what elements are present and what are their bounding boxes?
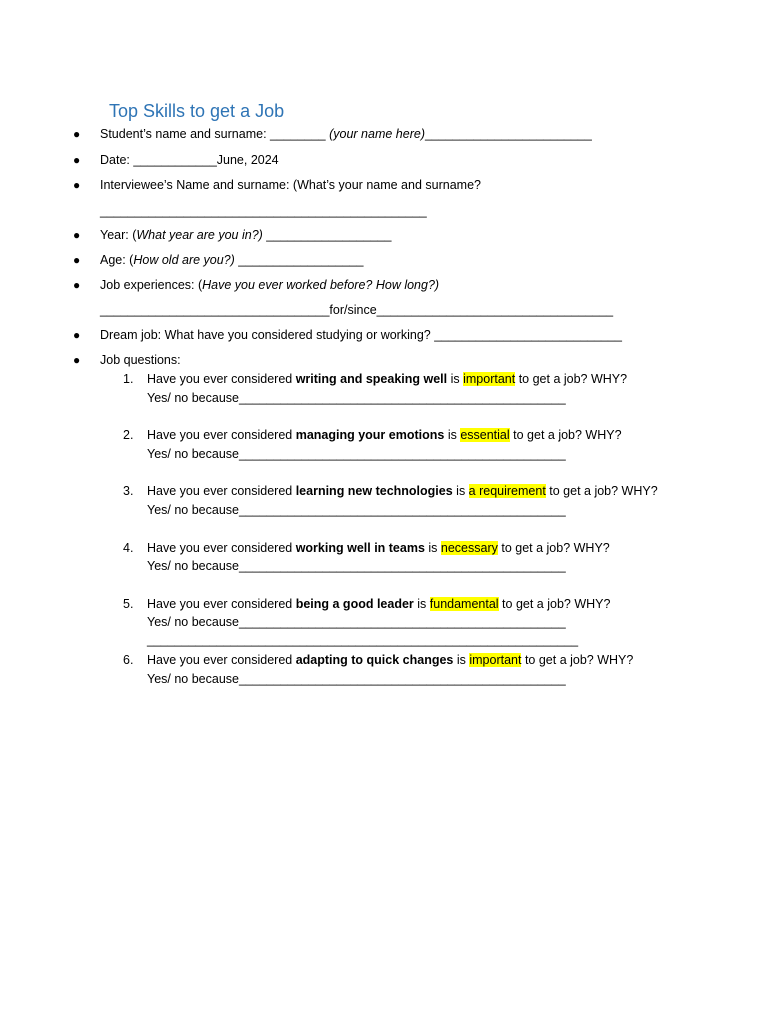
question-item	[123, 540, 610, 556]
question-skill: writing and speaking well	[295, 372, 448, 386]
age-line: __________________	[234, 253, 364, 267]
question-is: is	[413, 597, 430, 611]
answer-line: Yes/ no because_______________________________________________	[147, 503, 566, 517]
question-item	[123, 427, 622, 443]
question-highlight: important	[463, 372, 516, 386]
question-skill: being a good leader	[295, 597, 414, 611]
bullet-icon: ●	[73, 228, 81, 242]
answer-extra-line: ______________________________________________________________	[147, 633, 579, 647]
interviewee-label: Interviewee’s Name and surname: (What’s your name and surname?	[100, 178, 481, 192]
question-skill: adapting to quick changes	[295, 653, 454, 667]
question-suffix: to get a job? WHY?	[509, 428, 622, 442]
answer-line: Yes/ no because_______________________________________________	[147, 559, 566, 573]
question-highlight: a requirement	[468, 484, 546, 498]
job-exp-hint: Have you ever worked before? How long?)	[202, 278, 440, 292]
student-line: ________________________	[424, 127, 592, 141]
bullet-icon: ●	[73, 253, 81, 267]
year-hint: What year are you in?)	[136, 228, 263, 242]
bullet-icon: ●	[73, 278, 81, 292]
age-prefix: Age: (	[100, 253, 134, 267]
question-item	[123, 596, 611, 612]
question-suffix: to get a job? WHY?	[515, 372, 628, 386]
question-prefix: Have you ever considered	[147, 428, 296, 442]
question-prefix: Have you ever considered	[147, 541, 296, 555]
interviewee-line: _______________________________________________	[100, 204, 427, 218]
question-is: is	[447, 372, 464, 386]
age-hint: How old are you?)	[133, 253, 235, 267]
question-prefix: Have you ever considered	[147, 597, 296, 611]
question-skill: learning new technologies	[295, 484, 453, 498]
bullet-student-name	[73, 126, 592, 142]
page-title: Top Skills to get a Job	[109, 101, 285, 121]
bullet-date	[73, 152, 279, 168]
bullet-icon: ●	[73, 178, 81, 192]
question-number: 4.	[123, 541, 134, 555]
question-is: is	[452, 484, 469, 498]
year-line: __________________	[262, 228, 392, 242]
job-exp-line: _________________________________for/since__________________________________	[100, 303, 614, 317]
question-suffix: to get a job? WHY?	[498, 597, 611, 611]
question-suffix: to get a job? WHY?	[521, 653, 634, 667]
question-number: 2.	[123, 428, 134, 442]
bullet-dream-job	[73, 327, 622, 343]
question-number: 6.	[123, 653, 134, 667]
job-exp-prefix: Job experiences: (	[100, 278, 203, 292]
question-highlight: important	[469, 653, 522, 667]
bullet-icon: ●	[73, 127, 81, 141]
question-number: 3.	[123, 484, 134, 498]
question-skill: working well in teams	[295, 541, 425, 555]
bullet-year	[73, 227, 392, 243]
bullet-icon: ●	[73, 153, 81, 167]
year-prefix: Year: (	[100, 228, 137, 242]
question-item	[123, 652, 634, 668]
question-number: 5.	[123, 597, 134, 611]
question-suffix: to get a job? WHY?	[545, 484, 658, 498]
student-hint: (your name here)	[329, 127, 425, 141]
question-is: is	[444, 428, 461, 442]
question-highlight: fundamental	[429, 597, 499, 611]
bullet-icon: ●	[73, 353, 81, 367]
question-skill: managing your emotions	[295, 428, 445, 442]
bullet-job-experiences	[73, 277, 440, 293]
question-highlight: essential	[460, 428, 510, 442]
job-questions-label: Job questions:	[100, 353, 181, 367]
question-is: is	[424, 541, 441, 555]
bullet-age	[73, 252, 364, 268]
student-label: Student’s name and surname: ________	[100, 127, 330, 141]
answer-line: Yes/ no because_______________________________________________	[147, 615, 566, 629]
question-highlight: necessary	[440, 541, 498, 555]
question-is: is	[453, 653, 470, 667]
date-label: Date: ____________June, 2024	[100, 153, 279, 167]
question-number: 1.	[123, 372, 134, 386]
bullet-interviewee	[73, 177, 481, 193]
question-item	[123, 371, 628, 387]
question-prefix: Have you ever considered	[147, 372, 296, 386]
answer-line: Yes/ no because_______________________________________________	[147, 447, 566, 461]
question-item	[123, 483, 658, 499]
answer-line: Yes/ no because_______________________________________________	[147, 391, 566, 405]
question-suffix: to get a job? WHY?	[497, 541, 610, 555]
question-prefix: Have you ever considered	[147, 653, 296, 667]
dream-job-label: Dream job: What have you considered studying or working? ___________________________	[100, 328, 622, 342]
question-prefix: Have you ever considered	[147, 484, 296, 498]
bullet-icon: ●	[73, 328, 81, 342]
bullet-job-questions	[73, 352, 181, 368]
answer-line: Yes/ no because_______________________________________________	[147, 672, 566, 686]
